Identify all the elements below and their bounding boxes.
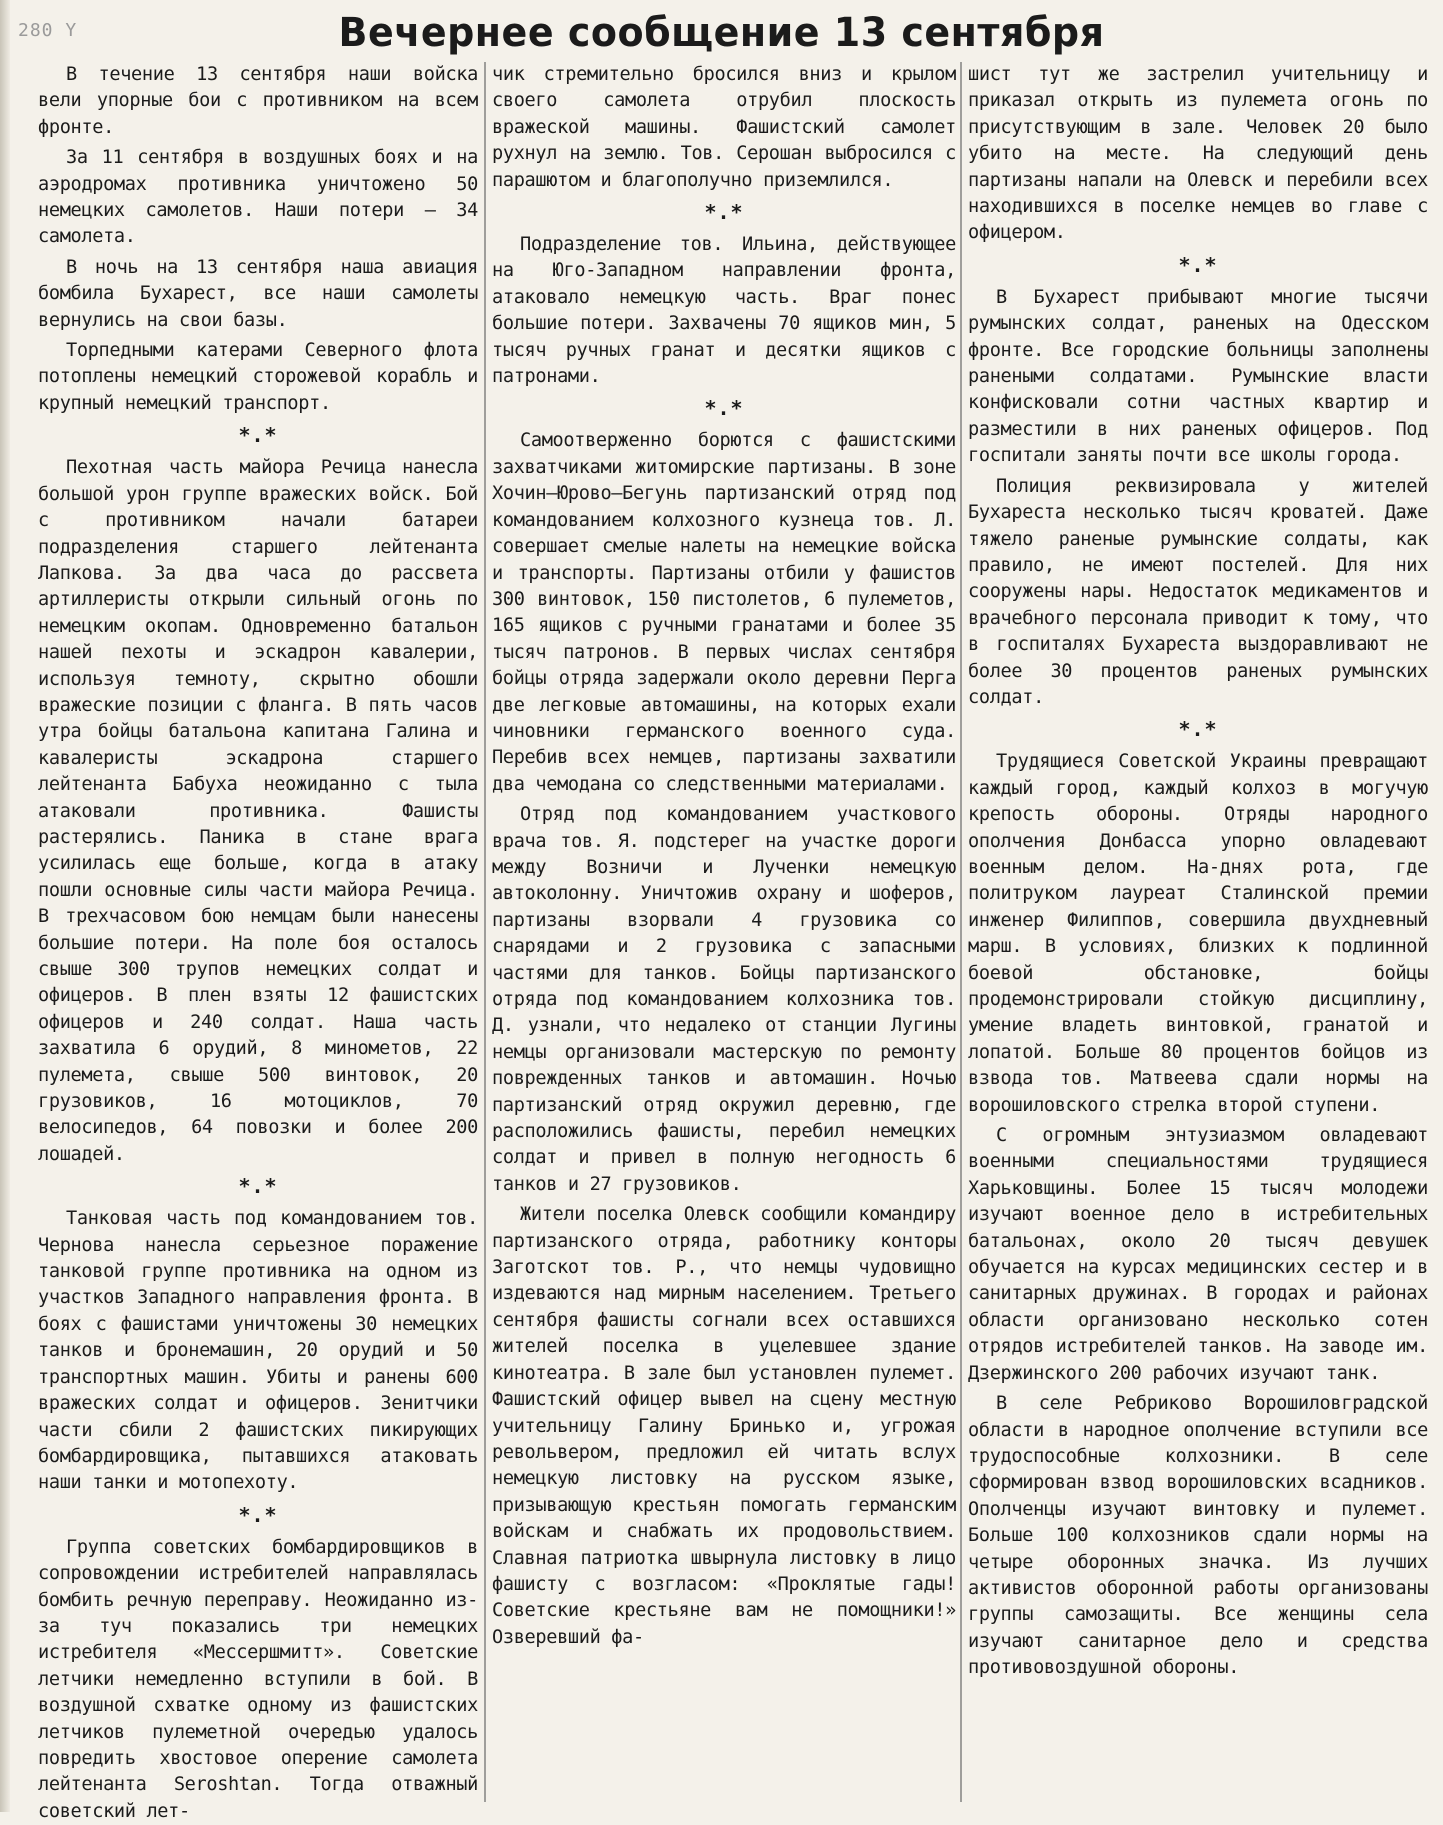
column-2 [492,62,956,1802]
article-paragraph: Торпедными катерами Северного флота потоплены немецкий сторожевой корабль и крупный немецкий транспорт. [38,340,478,414]
article-paragraph: В селе Ребриково Ворошиловградской области в народное ополчение вступили все трудоспособные колхозники. В селе сформирован взвод ворошиловских всадников. Ополченцы изучают винтовку и пулемет. Больше 100 колхозников сдали нормы на четыре оборонных значка. Из лучших активистов оборонной работы организованы группы самозащиты. Все женщины села изучают санитарное дело и средства противовоздушной обороны. [968,1393,1428,1679]
scan-left-edge [0,0,10,1812]
article-paragraph: Отряд под командованием участкового врача тов. Я. подстерег на участке дороги между Возничи и Лученки немецкую автоколонну. Уничтожив охрану и шоферов, партизаны взорвали 4 грузовика со снарядами и 2 грузовика с запасными частями для танков. Бойцы партизанского отряда под командованием колхозника тов. Д. узнали, что недалеко от станции Лугины немцы организовали мастерскую по ремонту поврежденных танков и автомашин. Ночью партизанский отряд окружил деревню, где расположились фашисты, перебил немецких солдат и привел в полную негодность 6 танков и 27 грузовиков. [492,804,956,1195]
section-separator: *.* [1178,717,1218,742]
article-paragraph: Танковая часть под командованием тов. Чернова нанесла серьезное поражение танковой группе противника на одном из участков Западного направления фронта. В боях с фашистами уничтожены 30 немецких танков и бронемашин, 20 орудий и 50 транспортных машин. Убиты и ранены 600 вражеских солдат и офицеров. Зенитчики части сбили 2 фашистских пикирующих бомбардировщика, пытавшихся атаковать наши танки и мотопехоту. [38,1208,478,1494]
section-separator: *.* [238,1174,278,1199]
column-rule-1 [484,62,486,1802]
article-paragraph: Трудящиеся Советской Украины превращают каждый город, каждый колхоз в могучую крепость обороны. Отряды народного ополчения Донбасса упорно овладевают военным делом. На-днях рота, где политруком лауреат Сталинской премии инженер Филиппов, совершила двухдневный марш. В условиях, близких к подлинной боевой обстановке, бойцы продемонстрировали стойкую дисциплину, умение владеть винтовкой, гранатой и лопатой. Больше 80 процентов бойцов из взвода тов. Матвеева сдали нормы на ворошиловского стрелка второй ступени. [968,751,1428,1116]
section-separator: *.* [238,423,278,448]
article-paragraph: Пехотная часть майора Речица нанесла большой урон группе вражеских войск. Бой с противником начали батареи подразделения старшего лейтенанта Лапкова. За два часа до рассвета артиллеристы открыли сильный огонь по немецким окопам. Одновременно батальон нашей пехоты и эскадрон кавалерии, используя темноту, скрытно обошли вражеские позиции с фланга. В пять часов утра бойцы батальона капитана Галина и кавалеристы эскадрона старшего лейтенанта Бабуха неожиданно с тыла атаковали противника. Фашисты растерялись. Паника в стане врага усилилась еще больше, когда в атаку пошли основные силы части майора Речица. В трехчасовом бою немцам были нанесены большие потери. На поле боя осталось свыше 300 трупов немецких солдат и офицеров. В плен взяты 12 фашистских офицеров и 240 солдат. Наша часть захватила 6 орудий, 8 минометов, 22 пулемета, свыше 500 винтовок, 20 грузовиков, 16 мотоциклов, 70 велосипедов, 64 повозки и более 200 лошадей. [38,457,478,1165]
page-number-scrap: 280 Y [18,20,78,41]
column-rule-2 [960,62,962,1802]
article-paragraph: Подразделение тов. Ильина, действующее на Юго-Западном направлении фронта, атаковало немецкую часть. Враг понес большие потери. Захвачены 70 ящиков мин, 5 тысяч ручных гранат и десятки ящиков с патронами. [492,234,956,388]
article-paragraph: Полиция реквизировала у жителей Бухареста несколько тысяч кроватей. Даже тяжело раненые румынские солдаты, как правило, не имеют постелей. Для них сооружены нары. Недостаток медикаментов и врачебного персонала приводит к тому, что в госпиталях Бухареста выздоравливают не более 30 процентов раненых румынских солдат. [968,475,1428,708]
headline: Вечернее сообщение 13 сентября [338,8,1105,56]
article-paragraph: За 11 сентября в воздушных боях и на аэродромах противника уничтожено 50 немецких самолетов. Наши потери — 34 самолета. [38,147,478,248]
article-paragraph: Самоотверженно борются с фашистскими захватчиками житомирские партизаны. В зоне Хочин—Юрово—Бегунь партизанский отряд под командованием колхозного кузнеца тов. Л. совершает смелые налеты на немецкие войска и транспорты. Партизаны отбили у фашистов 300 винтовок, 150 пистолетов, 6 пулеметов, 165 ящиков с ручными гранатами и более 35 тысяч патронов. В первых числах сентября бойцы отряда задержали около деревни Перга две легковые автомашины, на которых ехали чиновники германского военного суда. Перебив всех немцев, партизаны захватили два чемодана со следственными материалами. [492,430,956,795]
article-paragraph: В Бухарест прибывают многие тысячи румынских солдат, раненых на Одесском фронте. Все городские больницы заполнены ранеными солдатами. Румынские власти конфисковали сотни частных квартир и разместили в них раненых офицеров. Под госпитали заняты почти все школы города. [968,286,1428,467]
article-paragraph: В течение 13 сентября наши войска вели упорные бои с противником на всем фронте. [38,64,478,138]
section-separator: *.* [1178,252,1218,277]
article-paragraph: В ночь на 13 сентября наша авиация бомбила Бухарест, все наши самолеты вернулись на свои базы. [38,256,478,331]
section-separator: *.* [704,396,744,421]
article-paragraph: Жители поселка Олевск сообщили командиру партизанского отряда, работнику конторы Заготскот тов. Р., что немцы чудовищно издеваются над мирным населением. Третьего сентября фашисты согнали всех оставшихся жителей поселка в уцелевшее здание кинотеатра. В зале был установлен пулемет. Фашистский офицер вывел на сцену местную учительницу Галину Бринько и, угрожая револьвером, предложил ей читать вслух немецкую листовку на русском языке, призывающую крестьян помогать германским войскам и снабжать их продовольствием. Славная патриотка швырнула листовку в лицо фашисту с возгласом: «Проклятые гады! Советские крестьяне вам не помощники!» Озверевший фа- [492,1204,956,1648]
section-separator: *.* [704,200,744,225]
article-paragraph: С огромным энтузиазмом овладевают военными специальностями трудящиеся Харьковщины. Более 15 тысяч молодежи изучают военное дело в истребительных батальонах, около 20 тысяч девушек обучается на курсах медицинских сестер и в санитарных дружинах. В городах и районах области организовано несколько сотен отрядов истребителей танков. На заводе им. Дзержинского 200 рабочих изучают танк. [968,1125,1428,1384]
article-paragraph: чик стремительно бросился вниз и крылом своего самолета отрубил плоскость вражеской машины. Фашистский самолет рухнул на землю. Тов. Серошан выбросился с парашютом и благополучно приземлился. [492,64,956,191]
column-1 [38,62,478,1822]
article-paragraph: шист тут же застрелил учительницу и приказал открыть из пулемета огонь по присутствующим в зале. Человек 20 было убито на месте. На следующий день партизаны напали на Олевск и перебили всех находившихся в поселке немцев во главе с офицером. [968,64,1428,244]
article-paragraph: Группа советских бомбардировщиков в сопровождении истребителей направлялась бомбить речную переправу. Неожиданно из-за туч показались три немецких истребителя «Мессершмитт». Советские летчики немедленно вступили в бой. В воздушной схватке одному из фашистских летчиков пулеметной очередью удалось повредить хвостовое оперение самолета лейтенанта Seroshtan. Тогда отважный советский лет- [38,1536,478,1822]
section-separator: *.* [238,1502,278,1527]
column-3 [968,62,1428,1802]
